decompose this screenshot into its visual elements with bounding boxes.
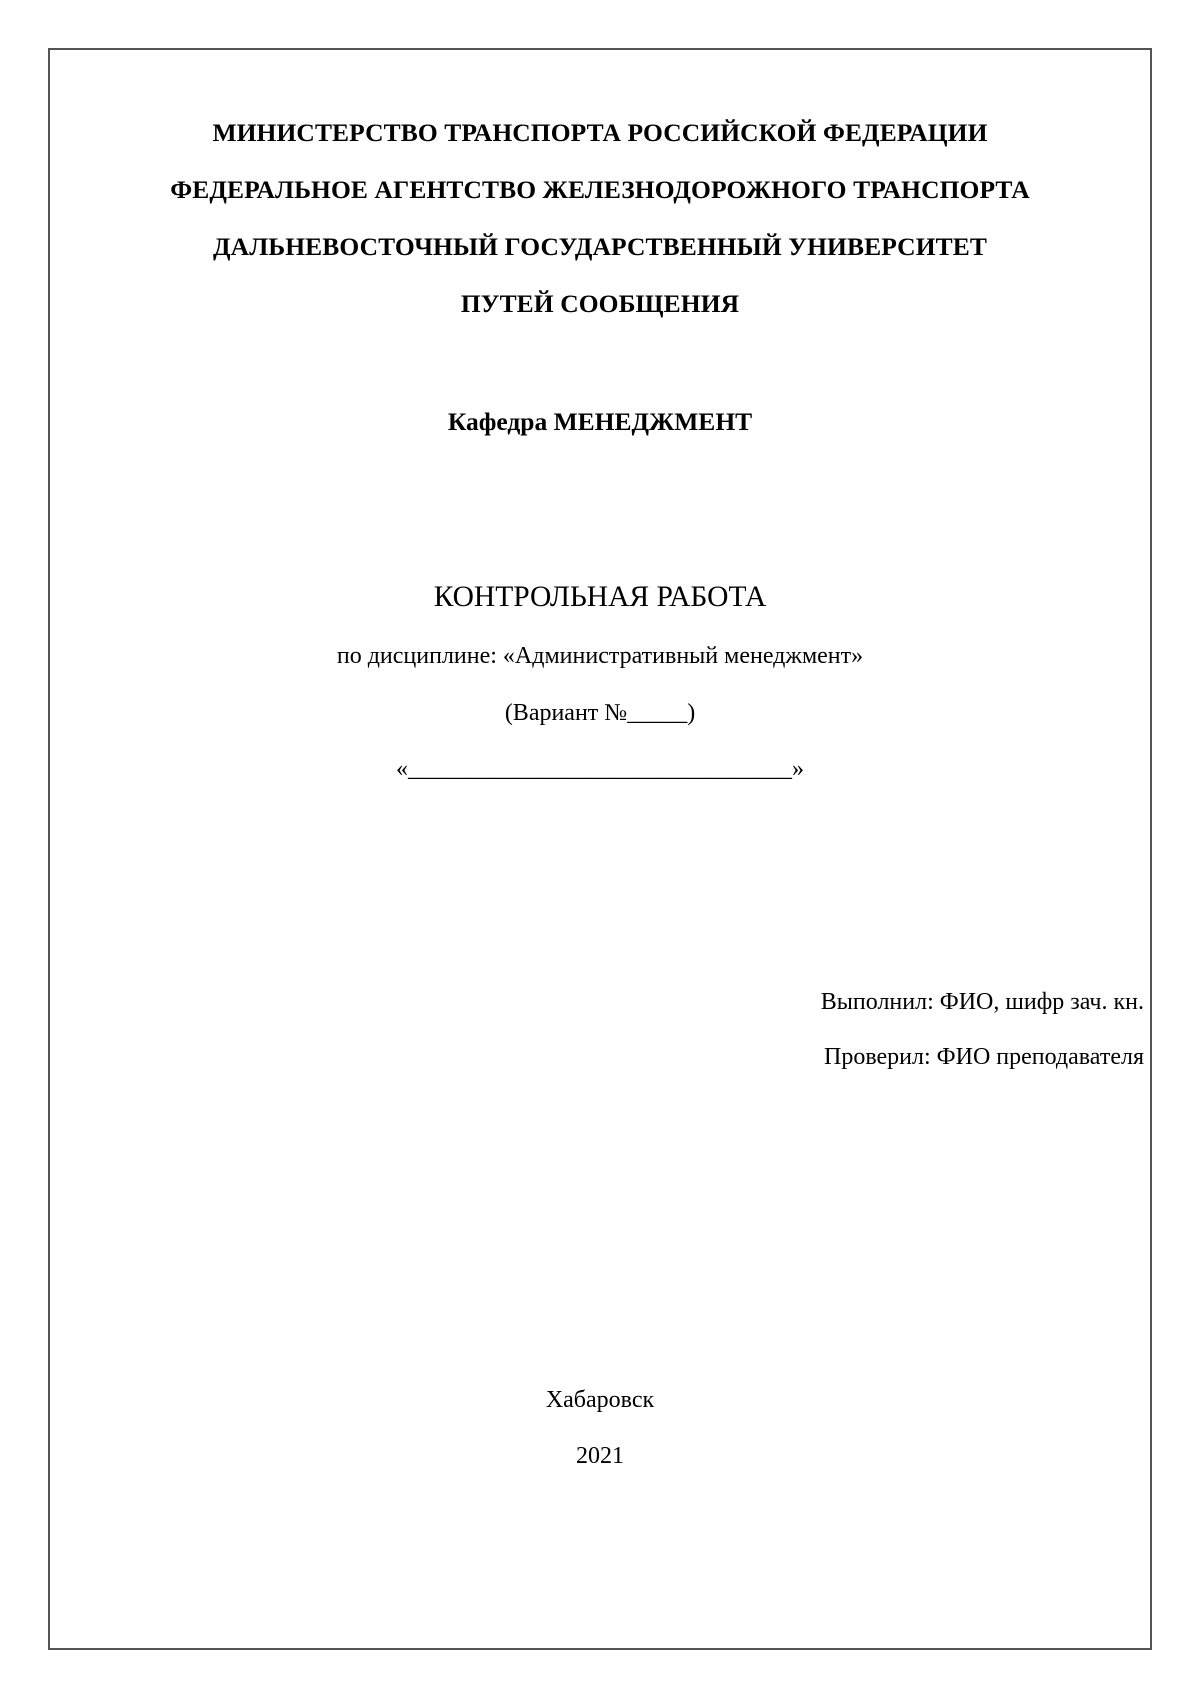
- variant-line: (Вариант №_____): [504, 700, 696, 726]
- university-heading-cont: ПУТЕЙ СООБЩЕНИЯ: [460, 289, 740, 318]
- department-label: Кафедра МЕНЕДЖМЕНТ: [447, 407, 753, 436]
- city-label: Хабаровск: [545, 1387, 655, 1413]
- agency-heading: ФЕДЕРАЛЬНОЕ АГЕНТСТВО ЖЕЛЕЗНОДОРОЖНОГО ТРАНСПОРТА: [170, 175, 1030, 204]
- ministry-heading: МИНИСТЕРСТВО ТРАНСПОРТА РОССИЙСКОЙ ФЕДЕРАЦИИ: [212, 118, 988, 147]
- discipline-line: по дисциплине: «Административный менеджмент»: [336, 643, 864, 669]
- year-label: 2021: [576, 1443, 624, 1469]
- checked-by-line: Проверил: ФИО преподавателя: [823, 1044, 1144, 1070]
- document-title: КОНТРОЛЬНАЯ РАБОТА: [433, 581, 767, 613]
- performed-by-line: Выполнил: ФИО, шифр зач. кн.: [820, 989, 1144, 1015]
- topic-blank-line: «________________________________»: [396, 756, 804, 782]
- university-heading: ДАЛЬНЕВОСТОЧНЫЙ ГОСУДАРСТВЕННЫЙ УНИВЕРСИТЕТ: [213, 232, 987, 261]
